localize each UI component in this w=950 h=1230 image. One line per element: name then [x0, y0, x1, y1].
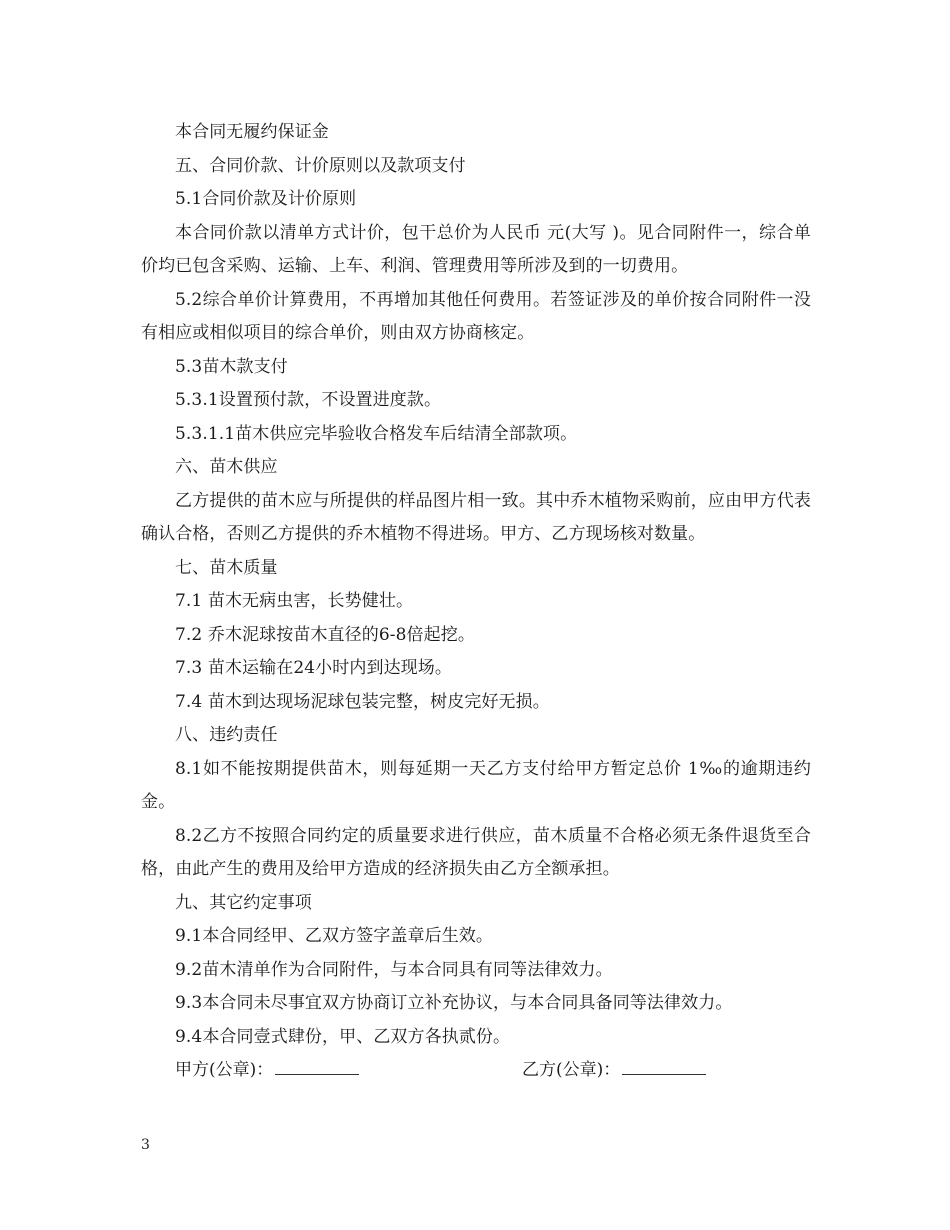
paragraph: 5.2综合单价计算费用，不再增加其他任何费用。若签证涉及的单价按合同附件一没有相应或相似项目的综合单价，则由双方协商核定。 — [141, 289, 811, 343]
party-b-signature — [522, 1054, 706, 1088]
list-item: 7.4 苗木到达现场泥球包装完整，树皮完好无损。 — [175, 691, 550, 712]
list-item: 9.1本合同经甲、乙双方签字盖章后生效。 — [175, 926, 494, 946]
list-item: 9.4本合同壹式肆份，甲、乙双方各执贰份。 — [175, 1026, 511, 1047]
paragraph: 本合同无履约保证金 — [175, 122, 329, 142]
paragraph: 8.1如不能按期提供苗木，则每延期一天乙方支付给甲方暂定总价 1‰的逾期违约金。 — [141, 758, 811, 812]
section-heading: 六、苗木供应 — [175, 457, 278, 477]
party-a-signature — [175, 1054, 359, 1088]
party-a-signature-line[interactable] — [275, 1056, 359, 1075]
paragraph: 5.3.1设置预付款，不设置进度款。 — [175, 390, 442, 410]
party-b-signature-line[interactable] — [622, 1056, 706, 1075]
party-b-label: 乙方(公章)： — [522, 1060, 621, 1080]
section-heading: 九、其它约定事项 — [175, 892, 312, 913]
paragraph: 乙方提供的苗木应与所提供的样品图片相一致。其中乔木植物采购前，应由甲方代表确认合格，否则乙方提供的乔木植物不得进场。甲方、乙方现场核对数量。 — [141, 490, 811, 544]
subsection-heading: 5.3苗木款支付 — [175, 356, 288, 377]
page-number: 3 — [141, 1137, 150, 1153]
paragraph: 5.3.1.1苗木供应完毕验收合格发车后结清全部款项。 — [175, 423, 578, 444]
list-item: 9.3本合同未尽事宜双方协商订立补充协议，与本合同具备同等法律效力。 — [175, 993, 733, 1013]
section-heading: 八、违约责任 — [175, 725, 278, 745]
signature-row — [141, 1054, 811, 1088]
subsection-heading: 5.1合同价款及计价原则 — [175, 189, 357, 209]
document-body — [141, 116, 811, 1088]
party-a-label: 甲方(公章)： — [175, 1060, 274, 1080]
paragraph: 本合同价款以清单方式计价，包干总价为人民币 元(大写 )。见合同附件一，综合单价均已包含采购、运输、上车、利润、管理费用等所涉及到的一切费用。 — [141, 222, 811, 276]
list-item: 9.2苗木清单作为合同附件，与本合同具有同等法律效力。 — [175, 959, 613, 980]
list-item: 7.2 乔木泥球按苗木直径的6-8倍起挖。 — [175, 624, 475, 645]
list-item: 7.3 苗木运输在24小时内到达现场。 — [175, 658, 452, 678]
paragraph: 8.2乙方不按照合同约定的质量要求进行供应，苗木质量不合格必须无条件退货至合格，由此产生的费用及给甲方造成的经济损失由乙方全额承担。 — [141, 825, 811, 879]
list-item: 7.1 苗木无病虫害，长势健壮。 — [175, 591, 414, 611]
section-heading: 七、苗木质量 — [175, 557, 278, 578]
section-heading: 五、合同价款、计价原则以及款项支付 — [175, 155, 466, 176]
